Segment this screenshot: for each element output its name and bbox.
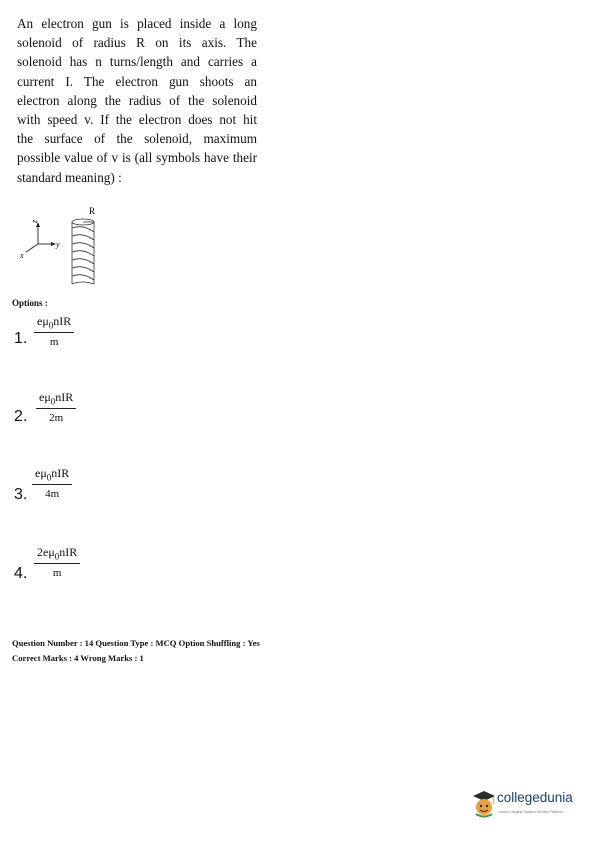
question-line: solenoid of radius R on its axis. The [17, 35, 257, 51]
option-fraction [32, 466, 72, 500]
fraction-numerator: $e\mu_0nIR$ [32, 466, 72, 485]
solenoid-coil [72, 219, 94, 284]
fraction-denominator: m [49, 336, 59, 349]
option-fraction [36, 390, 76, 424]
mascot-icon [471, 788, 497, 818]
axis-label-z: z [30, 219, 39, 223]
fraction-denominator: 4m [45, 488, 60, 501]
option-number: 1. [14, 330, 28, 347]
question-line: solenoid has n turns/length and carries a [17, 54, 257, 70]
fraction-numerator: $e\mu_0nIR$ [36, 390, 76, 409]
question-line: electron along the radius of the solenoid [17, 92, 257, 108]
collegedunia-logo [471, 786, 591, 826]
fraction-denominator: 2m [49, 412, 64, 425]
question-line: the surface of the solenoid, maximum [17, 131, 257, 147]
option-number: 3. [14, 486, 28, 503]
axis-label-y: y [56, 240, 60, 249]
question-text [17, 14, 257, 187]
axis-label-x: x [20, 251, 24, 260]
question-meta [12, 636, 260, 666]
logo-tagline: India's Largest Student Review Platform [499, 810, 563, 814]
axes-diagram [26, 225, 53, 252]
options-label: Options : [12, 298, 48, 308]
option-fraction [34, 314, 74, 348]
solenoid-figure [10, 200, 110, 292]
option-number: 4. [14, 565, 28, 582]
logo-wordmark: collegedunia [497, 790, 573, 805]
fraction-numerator: $e\mu_0nIR$ [34, 314, 74, 333]
option-number: 2. [14, 408, 28, 425]
radius-label: R [89, 206, 96, 216]
meta-line-2: Correct Marks : 4 Wrong Marks : 1 [12, 653, 144, 663]
question-line: current I. The electron gun shoots an [17, 73, 257, 89]
question-line: possible value of v is (all symbols have their [17, 150, 257, 166]
fraction-denominator: m [52, 567, 62, 580]
question-line: An electron gun is placed inside a long [17, 16, 257, 31]
fraction-numerator: $2e\mu_0nIR$ [34, 545, 80, 564]
meta-line-1: Question Number : 14 Question Type : MCQ Option Shuffling : Yes [12, 638, 260, 648]
question-line: standard meaning) : [17, 169, 122, 185]
question-line: with speed v. If the electron does not hit [17, 112, 257, 128]
option-fraction [34, 545, 80, 579]
